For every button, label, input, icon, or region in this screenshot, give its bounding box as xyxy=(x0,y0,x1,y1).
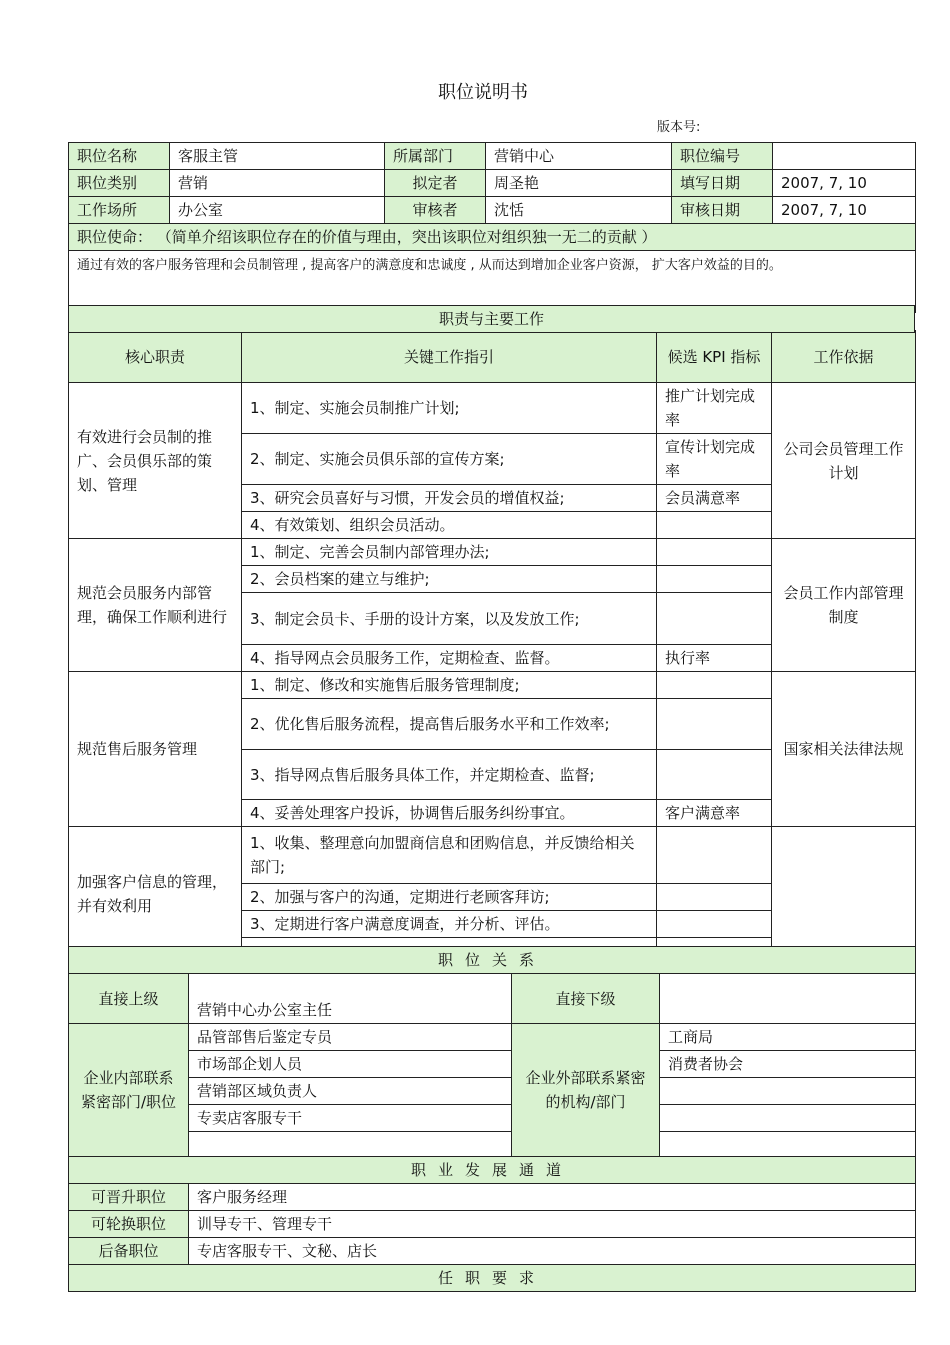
direct-superior-value: 营销中心办公室主任 xyxy=(189,974,512,1024)
task: 2、加强与客户的沟通，定期进行老顾客拜访; xyxy=(242,884,657,911)
reviewer-value: 沈恬 xyxy=(486,197,672,224)
drafter-label: 拟定者 xyxy=(385,170,486,197)
career-label: 后备职位 xyxy=(69,1238,189,1265)
requirements-section-title: 任职要求 xyxy=(69,1265,916,1292)
task: 3、定期进行客户满意度调查，并分析、评估。 xyxy=(242,911,657,938)
kpi xyxy=(657,672,772,699)
task: 4、妥善处理客户投诉，协调售后服务纠纷事宜。 xyxy=(242,800,657,827)
kpi xyxy=(657,566,772,593)
fill-date-value: 2007, 7, 10 xyxy=(773,170,916,197)
job-name-value: 客服主管 xyxy=(170,143,385,170)
core-duty: 规范会员服务内部管理，确保工作顺利进行 xyxy=(69,539,242,672)
external-contact xyxy=(660,1105,916,1132)
career-value: 训导专干、管理专干 xyxy=(189,1211,916,1238)
internal-contacts-label: 企业内部联系紧密部门/职位 xyxy=(69,1024,189,1157)
internal-contact xyxy=(189,1132,512,1157)
review-date-value: 2007, 7, 10 xyxy=(773,197,916,224)
fill-date-label: 填写日期 xyxy=(672,170,773,197)
duties-table xyxy=(68,330,916,961)
kpi xyxy=(657,699,772,750)
career-label: 可晋升职位 xyxy=(69,1184,189,1211)
job-category-label: 职位类别 xyxy=(69,170,170,197)
workplace-label: 工作场所 xyxy=(69,197,170,224)
job-category-value: 营销 xyxy=(170,170,385,197)
workplace-value: 办公室 xyxy=(170,197,385,224)
career-label: 可轮换职位 xyxy=(69,1211,189,1238)
job-name-label: 职位名称 xyxy=(69,143,170,170)
relations-section-title: 职位关系 xyxy=(69,947,916,974)
task: 4、有效策划、组织会员活动。 xyxy=(242,512,657,539)
duties-header-kpi: 候选 KPI 指标 xyxy=(657,331,772,383)
career-value: 客户服务经理 xyxy=(189,1184,916,1211)
duties-header-basis: 工作依据 xyxy=(772,331,916,383)
task: 3、制定会员卡、手册的设计方案，以及发放工作; xyxy=(242,593,657,645)
mission-text: 通过有效的客户服务管理和会员制管理 , 提高客户的满意度和忠诚度 , 从而达到增加企业客户资源， 扩大客户效益的目的。 xyxy=(69,251,916,313)
task: 1、收集、整理意向加盟商信息和团购信息，并反馈给相关部门; xyxy=(242,827,657,884)
reviewer-label: 审核者 xyxy=(385,197,486,224)
kpi xyxy=(657,593,772,645)
external-contact: 工商局 xyxy=(660,1024,916,1051)
core-duty: 规范售后服务管理 xyxy=(69,672,242,827)
kpi: 会员满意率 xyxy=(657,485,772,512)
internal-contact: 专卖店客服专干 xyxy=(189,1105,512,1132)
internal-contact: 营销部区域负责人 xyxy=(189,1078,512,1105)
core-duty: 有效进行会员制的推广、会员俱乐部的策划、管理 xyxy=(69,383,242,539)
task: 2、制定、实施会员俱乐部的宣传方案; xyxy=(242,434,657,485)
department-label: 所属部门 xyxy=(385,143,486,170)
external-contact xyxy=(660,1078,916,1105)
duties-header-guide: 关键工作指引 xyxy=(242,331,657,383)
external-contact: 消费者协会 xyxy=(660,1051,916,1078)
career-value: 专店客服专干、文秘、店长 xyxy=(189,1238,916,1265)
duties-section-title: 职责与主要工作 xyxy=(69,306,915,333)
job-code-label: 职位编号 xyxy=(672,143,773,170)
version-label: 版本号: xyxy=(657,120,701,135)
kpi xyxy=(657,827,772,884)
work-basis: 会员工作内部管理制度 xyxy=(772,539,916,672)
duties-header-core: 核心职责 xyxy=(69,331,242,383)
core-duty: 加强客户信息的管理，并有效利用 xyxy=(69,827,242,961)
work-basis: 公司会员管理工作计划 xyxy=(772,383,916,539)
task: 3、指导网点售后服务具体工作，并定期检查、监督; xyxy=(242,750,657,800)
kpi: 推广计划完成率 xyxy=(657,383,772,434)
task: 3、研究会员喜好与习惯，开发会员的增值权益; xyxy=(242,485,657,512)
task: 2、会员档案的建立与维护; xyxy=(242,566,657,593)
task: 2、优化售后服务流程，提高售后服务水平和工作效率; xyxy=(242,699,657,750)
drafter-value: 周圣艳 xyxy=(486,170,672,197)
kpi: 执行率 xyxy=(657,645,772,672)
kpi xyxy=(657,512,772,539)
department-value: 营销中心 xyxy=(486,143,672,170)
direct-superior-label: 直接上级 xyxy=(69,974,189,1024)
direct-subordinate-value xyxy=(660,974,916,1024)
kpi xyxy=(657,911,772,938)
external-contact xyxy=(660,1132,916,1157)
document-title: 职位说明书 xyxy=(438,82,528,103)
direct-subordinate-label: 直接下级 xyxy=(512,974,660,1024)
work-basis: 国家相关法律法规 xyxy=(772,672,916,827)
job-code-value xyxy=(773,143,916,170)
internal-contact: 市场部企划人员 xyxy=(189,1051,512,1078)
duties-section-title-table xyxy=(68,305,915,333)
kpi xyxy=(657,884,772,911)
career-section-title: 职业发展通道 xyxy=(69,1157,916,1184)
task: 1、制定、完善会员制内部管理办法; xyxy=(242,539,657,566)
kpi xyxy=(657,539,772,566)
relations-table xyxy=(68,946,916,1292)
basic-info-table xyxy=(68,142,916,313)
kpi: 宣传计划完成率 xyxy=(657,434,772,485)
task: 1、制定、实施会员制推广计划; xyxy=(242,383,657,434)
internal-contact: 品管部售后鉴定专员 xyxy=(189,1024,512,1051)
kpi xyxy=(657,750,772,800)
task: 4、指导网点会员服务工作，定期检查、监督。 xyxy=(242,645,657,672)
task: 1、制定、修改和实施售后服务管理制度; xyxy=(242,672,657,699)
external-contacts-label: 企业外部联系紧密的机构/部门 xyxy=(512,1024,660,1157)
kpi: 客户满意率 xyxy=(657,800,772,827)
mission-label: 职位使命： （简单介绍该职位存在的价值与理由，突出该职位对组织独一无二的贡献 ） xyxy=(69,224,916,251)
review-date-label: 审核日期 xyxy=(672,197,773,224)
work-basis xyxy=(772,827,916,961)
